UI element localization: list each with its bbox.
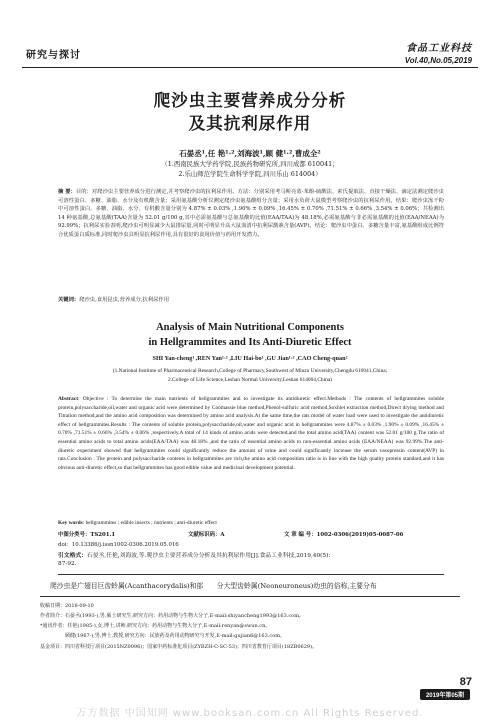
corresponding-author-1: *通讯作者：任艳(1985-),女,博士,讲师,研究方向：药用动物与生物大分子,E-mail:renyan@swun.cn。 — [40, 623, 271, 629]
affiliation-cn-2: 2.乐山师范学院生命科学学院,四川乐山 614004） — [178, 170, 322, 178]
volume-info: Vol.40,No.05,2019 — [404, 56, 472, 65]
section-rule — [58, 574, 444, 575]
header-rule — [22, 67, 478, 68]
authors-cn: 石晏丞¹,任 艳¹·²,刘海波¹,顾 健¹·²,曹成全² — [179, 149, 321, 158]
title-cn-line-1: 爬沙虫主要营养成分分析 — [153, 91, 347, 110]
journal-section-label: 研究与探讨 — [26, 50, 81, 61]
journal-name: 食品工业科技 — [406, 43, 472, 54]
title-cn-line-2: 及其抗利尿作用 — [188, 114, 312, 133]
footnote-rule — [40, 596, 460, 597]
keywords-en-text: : hellgrammites ; edible insects ; nutrients ; anti-diuretic effect — [82, 520, 217, 526]
clc-number: 中图分类号：TS201.1 — [58, 532, 116, 538]
affiliation-en-2: 2.College of Life Science,Leshan Normal University,Leshan 614004,China) — [167, 377, 333, 383]
title-en-line-2: in Hellgrammites and Its Anti-Diuretic Effect — [148, 337, 352, 348]
keywords-cn-text: 爬沙虫,食用昆虫,营养成分,抗利尿作用 — [79, 297, 170, 303]
author-bio: 作者简介：石晏丞(1993-),男,硕士研究生,研究方向：药用动物与生物大分子,E-mail:shiyancheng1993@163.com。 — [40, 613, 304, 619]
keywords-en-label: Key words — [58, 520, 83, 526]
abstract-cn — [58, 188, 444, 292]
corresponding-author-2: 顾健(1967-),男,博士,教授,研究方向：民族药及药用动物研究与开发,E-mail:gujian6@163.com。 — [40, 633, 285, 639]
affiliation-cn-1: （1.西南民族大学药学院,民族药物研究所,四川成都 610041； — [161, 160, 339, 168]
watermark: 万方数据 中国知网 www.booksan.com.cn All Rights Reserved. — [76, 708, 424, 719]
abstract-en-label: Abstract — [58, 396, 79, 402]
affiliation-en-1: (1.National Institute of Pharmaceutical Research,College of Pharmacy,Southwest of Minzu University,Chengdu 610041,China; — [112, 368, 388, 374]
article-number: 文 章 编 号：1002-0306(2019)05-0087-06 — [284, 532, 404, 538]
keywords-cn-label: 关键词： — [58, 297, 80, 303]
abstract-en — [58, 395, 444, 516]
abstract-cn-label: 摘 要： — [58, 189, 76, 195]
citation-text: 石晏丞,任艳,刘海波,等.爬沙虫主要营养成分分析及其抗利尿作用[J].食品工业科技,2019,40(5): — [87, 553, 331, 559]
citation-pages: 87-92. — [58, 561, 77, 567]
citation — [58, 550, 448, 559]
citation-label: 引文格式： — [58, 553, 87, 559]
page-number: 87 — [459, 676, 472, 688]
keywords-en — [58, 519, 444, 528]
body-first-line: 爬沙虫是广翅目巨齿蛉属(Acanthacorydalis)和部 分大型齿蛉属(Neoneuroneus)幼虫的俗称,主要分布 — [50, 582, 377, 590]
keywords-cn — [58, 296, 444, 305]
doi: doi：10.13386/j.issn1002-0306.2019.05.016 — [58, 542, 179, 548]
abstract-en-text: : Objective : To determine the main nutrients of hellgrammites and to investigate its antidiuretic effect.Methods : The contents of hellgrammites soluble protein,polysaccharide,oil,water and organic acid were determined by Coomassie blue method,Phenol-sulfuric acid method,Soxhlet extraction method,Direct drying method and Titration method,and the amino acid composition was determined by amino acid analysis.At the same time,the rats model of water load were used to investigate the antidiuretic effect of hellgrammites.Results : The contents of soluble protein,polysaccharide,oil,water and organic acid in hellgrammites were 4.87% ± 0.03% ,1.90% ± 0.09% ,16.45% ± 0.70% ,71.51% ± 0.66% ,3.54% ± 0.06% ,respectively.A total of 14 kinds of amino acids were detected,and the total amino acid(TAA) content was 52.01 g/100 g.The ratio of essential amino acids to total amino acids(EAA/TAA) was 48.18% ,and the ratio of essential amino acids to non-essential amino acids (EAA/NEAA) was 92.99%.The anti-diuretic experiment showed that hellgrammites could significantly reduce the amount of urine and could significantly increase the serum vasopressin content(AVP) in rats.Conclusion : The protein and polysaccharide contents in hellgrammites are rich,the amino acid composition ratio is in line with the high quality protein standard,and it has obvious anti-diuretic effect,so that hellgrammites has good edible value and medicinal development potential. — [58, 396, 444, 471]
title-en-line-1: Analysis of Main Nutritional Components — [156, 322, 344, 333]
received-date: 收稿日期：2018-09-10 — [40, 603, 94, 609]
funding: 基金项目：四川省科技厅项目(2015NZ0096)；国家中药标准化项目(ZYBZH-C-SC-53)；四川省教育厅项目(18ZB0629)。 — [40, 644, 318, 650]
authors-en: SHI Yan-cheng¹ ,REN Yan¹·² ,LIU Hai-bo¹ ,GU Jian¹·² ,CAO Cheng-quan² — [152, 355, 348, 362]
issue-badge: 2019年第05期 — [420, 689, 470, 700]
abstract-cn-text: 目的：对爬沙虫主要营养成分进行测定,并考察爬沙虫的抗利尿作用。方法：分别采用考马斯亮蓝-苯酚-硫酸法、索氏提取法、直接干燥法、滴定法测定爬沙虫可溶性蛋白、多糖、油脂、水分及有机酸含量；采用氨基酸分析仪测定爬沙虫氨基酸组分含量；采用水负荷大鼠模型考察爬沙虫的抗利尿作用。结果：爬沙虫冻干粉中可溶性蛋白、多糖、油脂、水分、有机酸含量分别为 4.87% ± 0.03% ,1.90% ± 0.09% ,16.45% ± 0.70% ,71.51% ± 0.66% ,3.54% ± 0.06%；共检测出 14 种氨基酸,总氨基酸(TAA)含量为 52.01 g/100 g,其中必需氨基酸与总氨基酸的比值(EAA/TAA)为 48.18%,必需氨基酸与非必需氨基酸的比值(EAA/NEAA)为 92.99%；抗利尿实验表明,爬沙虫可明显减少大鼠排尿量,同时可明显升高大鼠血清中抗利尿激素含量(AVP)。结论：爬沙虫中蛋白、多糖含量丰富,氨基酸组成比例符合优质蛋白质标准,同时爬沙虫具明显抗利尿作用,具有很好的食用价值与药用开发潜力。 — [58, 189, 444, 238]
document-code: 文献标识码：A — [188, 532, 225, 538]
